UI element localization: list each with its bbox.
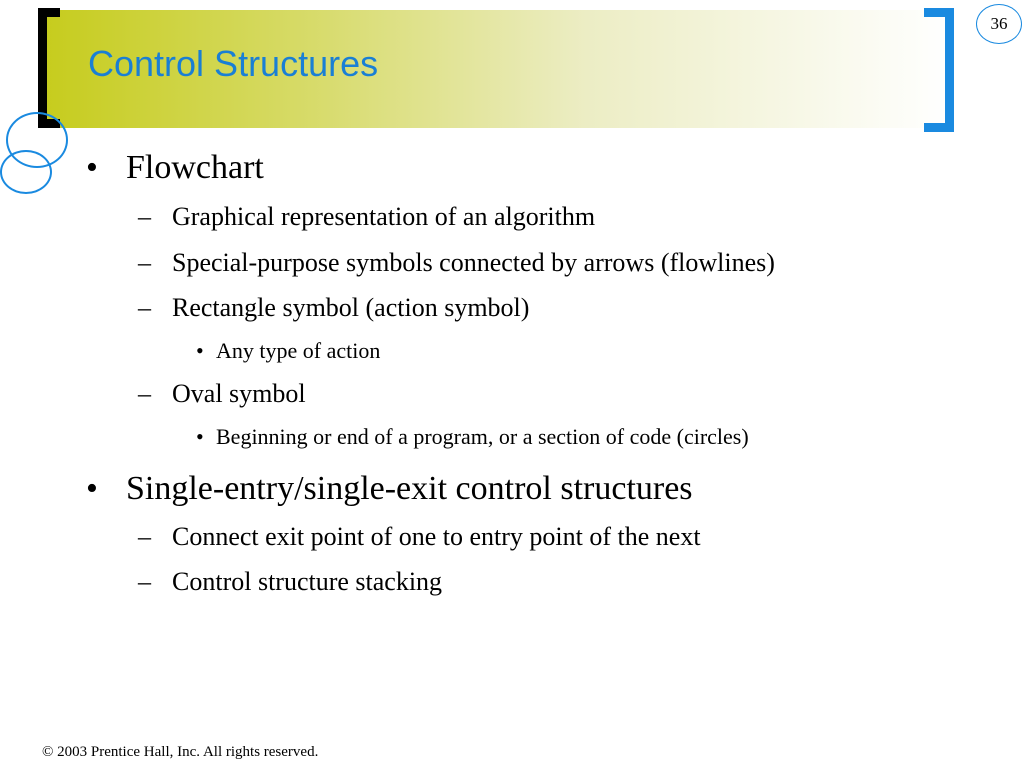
bullet-text: Beginning or end of a program, or a section of code (circles) — [216, 424, 749, 449]
bullet-marker: • — [86, 470, 98, 507]
bullet-text: Rectangle symbol (action symbol) — [172, 293, 530, 322]
circle-decoration — [0, 150, 52, 194]
bullet-marker: – — [138, 202, 151, 231]
bullet-marker: • — [86, 149, 98, 186]
bullet-text: Control structure stacking — [172, 567, 443, 596]
bullet-text: Connect exit point of one to entry point of the next — [172, 522, 701, 551]
bullet-text: Single-entry/single-exit control structures — [126, 470, 693, 507]
bullet-text: Flowchart — [126, 149, 264, 186]
bullet-marker: – — [138, 567, 151, 596]
bullet-marker: • — [196, 424, 204, 449]
page-number-text: 36 — [990, 14, 1008, 33]
bullet-marker: – — [138, 248, 151, 277]
bullet-text: Oval symbol — [172, 379, 306, 408]
bullet-marker: – — [138, 293, 151, 322]
bullet-marker: – — [138, 522, 151, 551]
bullet-marker: – — [138, 379, 151, 408]
left-bracket-decoration — [38, 8, 60, 128]
bullet-text: Graphical representation of an algorithm — [172, 202, 596, 231]
bullet-text: Special-purpose symbols connected by arrows (flowlines) — [172, 248, 775, 277]
bullet-text: Any type of action — [216, 338, 381, 363]
copyright-footer: © 2003 Prentice Hall, Inc. All rights reserved. — [42, 744, 319, 760]
slide-title: Control Structures — [88, 43, 379, 84]
page-number — [976, 4, 1022, 44]
bullet-marker: • — [196, 338, 204, 363]
right-bracket-decoration — [924, 8, 954, 132]
